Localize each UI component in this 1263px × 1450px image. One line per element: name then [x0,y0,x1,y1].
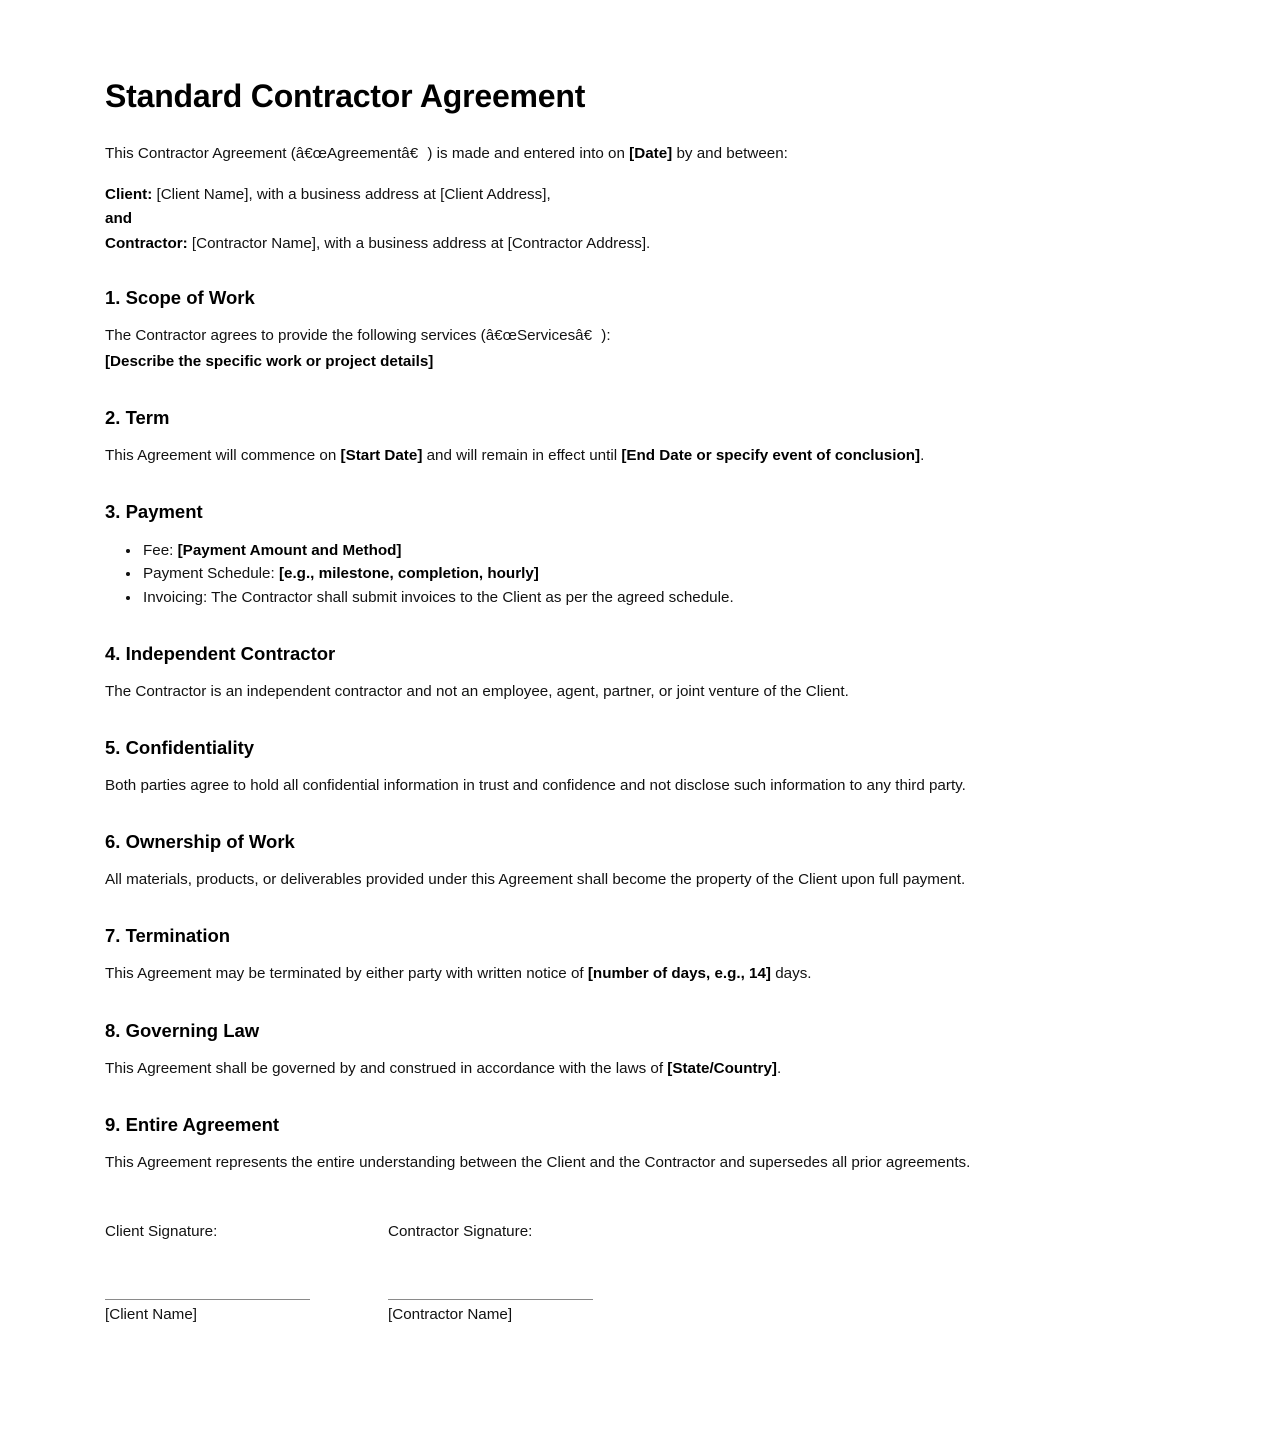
termination-paragraph [105,963,1158,985]
payment-schedule-label: Payment Schedule: [143,565,279,583]
independent-contractor-paragraph: The Contractor is an independent contractor and not an employee, agent, partner, or joint venture of the Client. [105,682,849,700]
party-client-text: [Client Name], with a business address at [Client Address], [152,185,551,203]
governing-law-text-a: This Agreement shall be governed by and construed in accordance with the laws of [105,1059,668,1077]
intro-date-placeholder: [Date] [629,144,673,162]
intro-text-before: This Contractor Agreement ( [105,144,296,162]
party-contractor-text: [Contractor Name], with a business address at [Contractor Address]. [187,235,651,253]
confidentiality-paragraph: Both parties agree to hold all confidential information in trust and confidence and not disclose such information to any third party. [105,777,966,795]
term-text-c: . [920,447,925,465]
list-item [141,586,1158,609]
term-text-b: and will remain in effect until [422,447,622,465]
page-title: Standard Contractor Agreement [105,78,586,114]
scope-lead-after: ): [601,326,611,344]
list-item [141,539,1158,562]
contractor-signature-line [388,1299,593,1300]
section-heading-ownership-of-work: 6. Ownership of Work [105,831,295,853]
entire-agreement-paragraph: This Agreement represents the entire understanding between the Client and the Contractor and supersedes all prior agreements. [105,1153,971,1171]
scope-of-work-lead [105,325,1158,347]
section-heading-entire-agreement: 9. Entire Agreement [105,1113,280,1135]
client-signature-column [105,1221,388,1326]
payment-invoicing-text: Invoicing: The Contractor shall submit invoices to the Client as per the agreed schedule. [143,588,734,606]
party-contractor-label: Contractor: [105,235,188,253]
section-heading-termination: 7. Termination [105,925,231,947]
scope-lead-before: The Contractor agrees to provide the following services ( [105,326,486,344]
section-heading-payment: 3. Payment [105,501,203,523]
term-end-date-placeholder: [End Date or specify event of conclusion] [621,447,921,465]
client-signature-label: Client Signature: [105,1222,218,1240]
intro-text-tail: by and between: [672,144,788,162]
payment-schedule-placeholder: [e.g., milestone, completion, hourly] [278,565,539,583]
payment-fee-placeholder: [Payment Amount and Method] [177,542,402,560]
contractor-signature-name-placeholder: [Contractor Name] [388,1305,513,1323]
termination-days-placeholder: [number of days, e.g., 14] [587,965,771,983]
term-start-date-placeholder: [Start Date] [340,447,423,465]
payment-fee-label: Fee: [143,542,178,560]
scope-placeholder-text: [Describe the specific work or project details] [105,352,434,370]
term-paragraph [105,445,1158,467]
scope-of-work-placeholder [105,351,1158,373]
contractor-signature-label: Contractor Signature: [388,1222,533,1240]
party-conjunction [105,207,1158,232]
party-conjunction-label: and [105,210,133,228]
section-heading-confidentiality: 5. Confidentiality [105,736,255,758]
section-heading-scope-of-work: 1. Scope of Work [105,286,255,308]
list-item [141,562,1158,585]
party-contractor-line [105,232,1158,257]
governing-law-text-b: . [776,1059,782,1077]
intro-text-after: ) is made and entered into on [427,144,630,162]
party-client-label: Client: [105,185,153,203]
payment-bullet-list [105,539,1158,608]
termination-text-b: days. [771,965,812,983]
governing-law-state-placeholder: [State/Country] [667,1059,777,1077]
client-signature-name-placeholder: [Client Name] [105,1305,198,1323]
scope-lead-quoted: â€œServicesâ€ [485,326,602,344]
parties-block [105,183,1158,257]
intro-quoted-term: â€œAgreementâ€ [295,144,428,162]
signature-block [105,1221,1158,1326]
section-heading-independent-contractor: 4. Independent Contractor [105,642,336,664]
term-text-a: This Agreement will commence on [105,447,341,465]
intro-paragraph [105,143,1158,165]
section-heading-term: 2. Term [105,406,170,428]
termination-text-a: This Agreement may be terminated by either party with written notice of [105,965,588,983]
client-signature-line [105,1299,310,1300]
governing-law-paragraph [105,1058,1158,1080]
ownership-of-work-paragraph: All materials, products, or deliverables provided under this Agreement shall become the property of the Client upon full payment. [105,871,966,889]
contractor-signature-column [388,1221,671,1326]
section-heading-governing-law: 8. Governing Law [105,1019,260,1041]
party-client-line [105,183,1158,208]
